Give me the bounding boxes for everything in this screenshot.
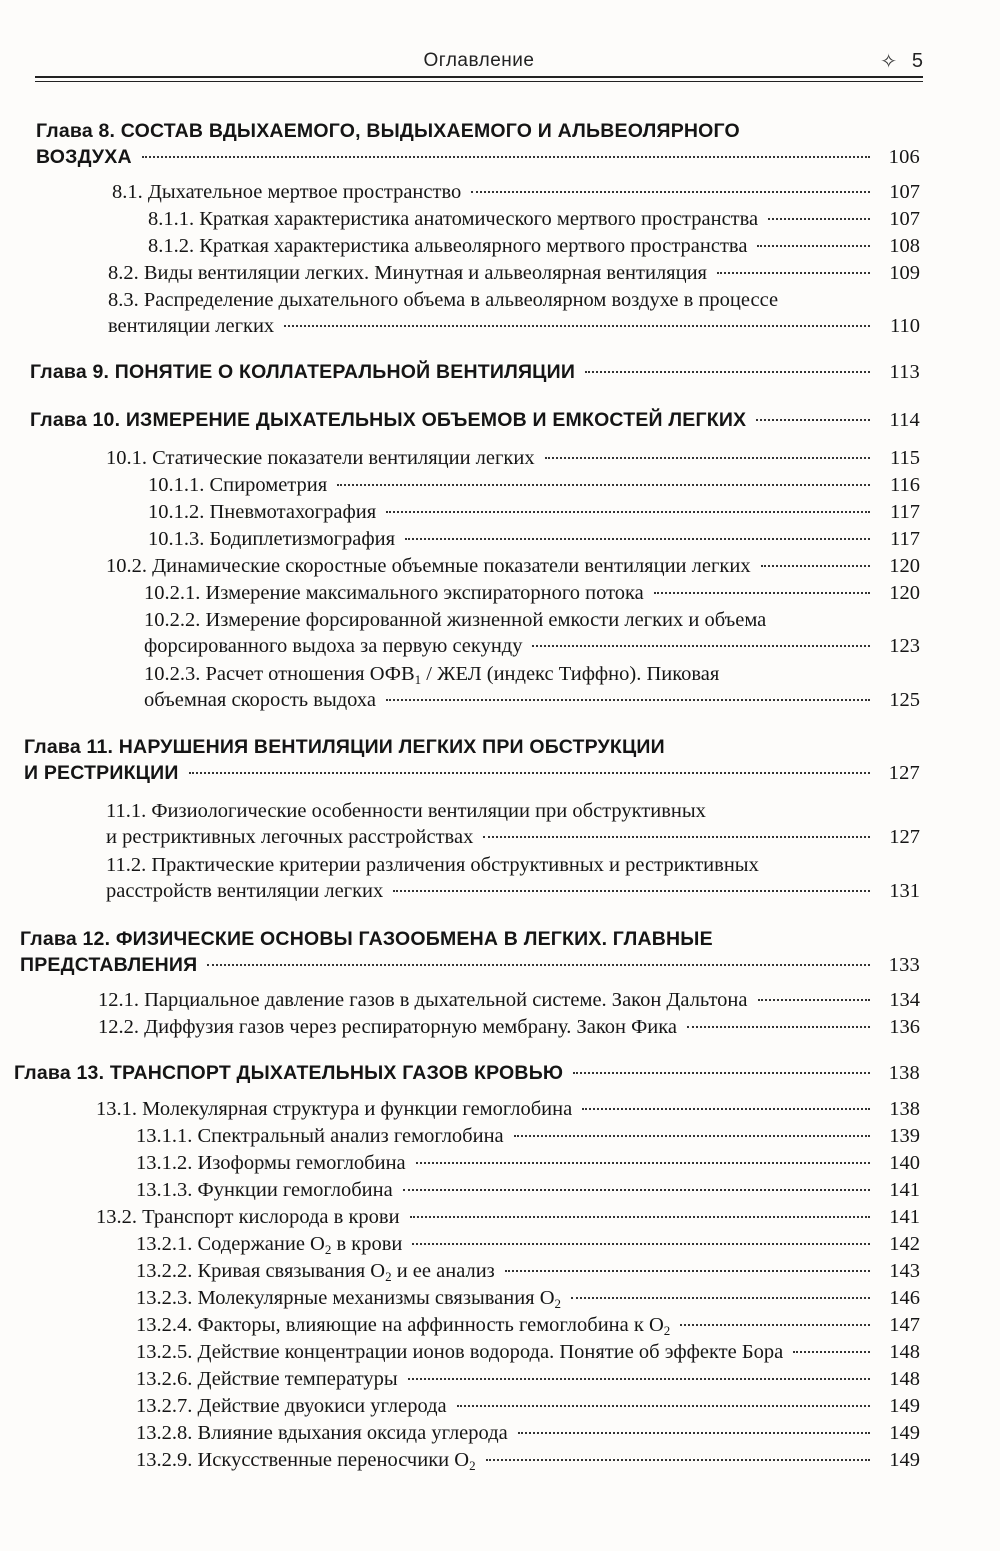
page-ref: 125 (889, 689, 920, 711)
dot-leader (532, 645, 870, 647)
entry-title (136, 1258, 495, 1284)
entry-title-part: / ЖЕЛ (индекс Тиффно). Пиковая (421, 663, 720, 685)
diamond-ornament-icon: ✧ (880, 51, 897, 73)
page-ref: 123 (889, 635, 920, 657)
toc-subsection-entry[interactable] (136, 1150, 920, 1176)
entry-title: 8.2. Виды вентиляции легких. Минутная и альвеолярная вентиляция (108, 262, 707, 284)
toc-subsection-entry[interactable] (136, 1339, 920, 1365)
entry-title: 13.1. Молекулярная структура и функции гемоглобина (96, 1098, 573, 1120)
header-rule-thin (35, 81, 923, 82)
page-ref: 134 (889, 989, 920, 1011)
toc-subsection-entry[interactable] (144, 580, 920, 606)
page-ref: 136 (889, 1016, 920, 1038)
subscript: 2 (663, 1323, 671, 1338)
dot-leader (756, 419, 870, 421)
toc-subsection-entry[interactable] (148, 206, 920, 232)
toc-subsection-entry[interactable] (136, 1420, 920, 1446)
toc-section-entry[interactable] (98, 987, 920, 1013)
toc-section-entry[interactable] (112, 179, 920, 205)
entry-title-line: Глава 8. СОСТАВ ВДЫХАЕМОГО, ВЫДЫХАЕМОГО И АЛЬВЕОЛЯРНОГО (36, 120, 740, 142)
dot-leader (758, 999, 870, 1001)
toc-subsection-entry[interactable] (144, 607, 920, 659)
toc-chapter-entry[interactable] (20, 926, 920, 978)
toc-subsection-entry[interactable] (148, 526, 920, 552)
page-ref: 110 (890, 315, 920, 337)
page-ref: 108 (889, 235, 920, 257)
toc-chapter-entry[interactable] (36, 118, 920, 170)
page-ref: 139 (889, 1125, 920, 1147)
page-ref: 115 (890, 447, 920, 469)
running-header-title: Оглавление (423, 50, 535, 71)
toc-section-entry[interactable] (96, 1096, 920, 1122)
page-ref: 138 (889, 1098, 920, 1120)
entry-title-part: 13.2.1. Содержание O (136, 1233, 325, 1255)
entry-title-continuation: объемная скорость выдоха (144, 689, 376, 711)
dot-leader (761, 565, 870, 567)
dot-leader (471, 191, 870, 193)
entry-title: 10.1.1. Спирометрия (148, 474, 328, 496)
page-ref: 141 (889, 1179, 920, 1201)
dot-leader (416, 1162, 870, 1164)
entry-title-part: 10.2.3. Расчет отношения ОФВ (144, 663, 415, 685)
page-ref: 149 (889, 1449, 920, 1471)
entry-title-part: 13.2.9. Искусственные переносчики O (136, 1449, 470, 1471)
entry-title-line: 11.1. Физиологические особенности вентиляции при обструктивных (106, 800, 706, 822)
dot-leader (768, 218, 870, 220)
entry-title-line: И РЕСТРИКЦИИ (24, 762, 179, 784)
toc-section-entry[interactable] (106, 852, 920, 904)
page-ref: 141 (889, 1206, 920, 1228)
subscript: 2 (554, 1296, 562, 1311)
page-ref: 127 (888, 762, 920, 784)
dot-leader (687, 1026, 870, 1028)
page-ref: 106 (888, 146, 920, 168)
entry-title-part: в крови (331, 1233, 403, 1255)
page-ref: 138 (888, 1062, 920, 1084)
dot-leader (386, 699, 870, 701)
page-ref: 140 (889, 1152, 920, 1174)
entry-title (136, 1231, 402, 1257)
page-ref: 149 (889, 1395, 920, 1417)
page-ref: 117 (890, 528, 920, 550)
dot-leader (505, 1270, 870, 1272)
page-ref: 149 (889, 1422, 920, 1444)
entry-title: 8.1.1. Краткая характеристика анатомического мертвого пространства (148, 208, 759, 230)
toc-subsection-entry[interactable] (148, 499, 920, 525)
entry-title: 10.1.2. Пневмотахография (148, 501, 377, 523)
page-ref: 131 (889, 880, 920, 902)
page-ref: 120 (889, 582, 920, 604)
entry-title-line: и рестриктивных легочных расстройствах (106, 826, 474, 848)
toc-subsection-entry[interactable] (136, 1447, 920, 1473)
entry-title: 13.1.1. Спектральный анализ гемоглобина (136, 1125, 504, 1147)
subscript: 2 (385, 1269, 392, 1284)
page-ref: 148 (889, 1368, 920, 1390)
entry-title-part: 13.2.2. Кривая связывания O (136, 1260, 386, 1282)
page-ref: 147 (889, 1314, 920, 1336)
dot-leader (142, 156, 870, 158)
toc-chapter-entry[interactable] (30, 407, 920, 433)
toc-subsection-entry[interactable] (136, 1177, 920, 1203)
page-ref: 143 (889, 1260, 920, 1282)
entry-title-line: расстройств вентиляции легких (106, 880, 384, 902)
page-number: 5 (911, 50, 923, 72)
dot-leader (337, 484, 870, 486)
entry-title: 12.2. Диффузия газов через респираторную мембрану. Закон Фика (98, 1016, 678, 1038)
entry-title: 10.1.3. Бодиплетизмография (148, 528, 396, 550)
entry-title-line: Глава 12. ФИЗИЧЕСКИЕ ОСНОВЫ ГАЗООБМЕНА В ЛЕГКИХ. ГЛАВНЫЕ (20, 928, 713, 950)
entry-title (136, 1312, 670, 1338)
entry-title: 8.1.2. Краткая характеристика альвеолярного мертвого пространства (148, 235, 748, 257)
dot-leader (654, 592, 870, 594)
entry-title: Глава 10. ИЗМЕРЕНИЕ ДЫХАТЕЛЬНЫХ ОБЪЕМОВ И ЕМКОСТЕЙ ЛЕГКИХ (30, 409, 747, 431)
entry-title: Глава 13. ТРАНСПОРТ ДЫХАТЕЛЬНЫХ ГАЗОВ КРОВЬЮ (14, 1062, 564, 1084)
dot-leader (410, 1216, 870, 1218)
page-ref: 114 (889, 409, 920, 431)
entry-title: 13.2.7. Действие двуокиси углерода (136, 1395, 447, 1417)
page-ref: 107 (889, 181, 920, 203)
dot-leader (545, 457, 870, 459)
toc-subsection-entry[interactable] (136, 1231, 920, 1257)
toc-subsection-entry[interactable] (136, 1285, 920, 1311)
entry-title-line: форсированного выдоха за первую секунду (144, 635, 523, 657)
page-ref: 107 (889, 208, 920, 230)
dot-leader (571, 1297, 870, 1299)
dot-leader (483, 836, 870, 838)
entry-title: 12.1. Парциальное давление газов в дыхательной системе. Закон Дальтона (98, 989, 748, 1011)
dot-leader (582, 1108, 870, 1110)
entry-title: 10.1. Статические показатели вентиляции легких (106, 447, 535, 469)
dot-leader (412, 1243, 870, 1245)
toc-section-entry[interactable] (106, 445, 920, 471)
page-ref: 113 (889, 361, 920, 383)
page-ref: 120 (889, 555, 920, 577)
dot-leader (585, 371, 870, 373)
entry-title: 13.2. Транспорт кислорода в крови (96, 1206, 400, 1228)
dot-leader (486, 1459, 870, 1461)
dot-leader (405, 538, 870, 540)
entry-title-line: Глава 11. НАРУШЕНИЯ ВЕНТИЛЯЦИИ ЛЕГКИХ ПРИ ОБСТРУКЦИИ (24, 736, 665, 758)
toc-section-entry[interactable] (108, 287, 920, 339)
page-ref: 127 (889, 826, 920, 848)
toc-subsection-entry[interactable] (136, 1393, 920, 1419)
subscript: 2 (469, 1458, 476, 1473)
page-ref: 133 (888, 954, 920, 976)
toc-chapter-entry[interactable] (30, 359, 920, 385)
dot-leader (207, 964, 870, 966)
entry-title-line: ПРЕДСТАВЛЕНИЯ (20, 954, 198, 976)
entry-title (144, 661, 920, 687)
toc-subsection-entry[interactable] (136, 1258, 920, 1284)
entry-title: 13.1.3. Функции гемоглобина (136, 1179, 393, 1201)
dot-leader (717, 272, 870, 274)
entry-title: 13.1.2. Изоформы гемоглобина (136, 1152, 406, 1174)
entry-title-line: 8.3. Распределение дыхательного объема в альвеолярном воздухе в процессе (108, 289, 779, 311)
toc-section-entry[interactable] (106, 553, 920, 579)
page-ref: 146 (889, 1287, 920, 1309)
entry-title-line: 10.2.2. Измерение форсированной жизненной емкости легких и объема (144, 609, 767, 631)
page-ref: 116 (890, 474, 920, 496)
entry-title-line: ВОЗДУХА (36, 146, 132, 168)
dot-leader (189, 772, 870, 774)
toc-subsection-entry[interactable] (136, 1123, 920, 1149)
dot-leader (386, 511, 870, 513)
toc-section-entry[interactable] (98, 1014, 920, 1040)
toc-subsection-entry[interactable] (136, 1366, 920, 1392)
toc-subsection-entry[interactable] (136, 1312, 920, 1338)
entry-title (136, 1285, 561, 1311)
entry-title: 13.2.8. Влияние вдыхания оксида углерода (136, 1422, 508, 1444)
subscript: 1 (414, 672, 422, 687)
dot-leader (680, 1324, 870, 1326)
entry-title (136, 1447, 476, 1473)
dot-leader (757, 245, 870, 247)
toc-section-entry[interactable] (108, 260, 920, 286)
dot-leader (518, 1432, 870, 1434)
entry-title-part: 13.2.4. Факторы, влияющие на аффинность гемоглобина к O (136, 1314, 664, 1336)
page-ref: 117 (890, 501, 920, 523)
page-ref: 148 (889, 1341, 920, 1363)
toc-chapter-entry[interactable] (24, 734, 920, 786)
entry-title-part: и ее анализ (391, 1260, 495, 1282)
entry-title: Глава 9. ПОНЯТИЕ О КОЛЛАТЕРАЛЬНОЙ ВЕНТИЛЯЦИИ (30, 361, 576, 383)
entry-title: 13.2.5. Действие концентрации ионов водорода. Понятие об эффекте Бора (136, 1341, 784, 1363)
toc-subsection-entry[interactable] (144, 661, 920, 713)
dot-leader (408, 1378, 870, 1380)
entry-title: 10.2. Динамические скоростные объемные показатели вентиляции легких (106, 555, 751, 577)
running-header (35, 50, 923, 74)
page-ref: 109 (889, 262, 920, 284)
dot-leader (514, 1135, 870, 1137)
entry-title-part: 13.2.3. Молекулярные механизмы связывания O (136, 1287, 555, 1309)
dot-leader (793, 1351, 870, 1353)
entry-title: 10.2.1. Измерение максимального экспираторного потока (144, 582, 644, 604)
page-ref: 142 (889, 1233, 920, 1255)
toc-subsection-entry[interactable] (148, 233, 920, 259)
header-rule (35, 76, 923, 78)
dot-leader (393, 890, 870, 892)
toc-subsection-entry[interactable] (148, 472, 920, 498)
entry-title: 13.2.6. Действие температуры (136, 1368, 398, 1390)
subscript: 2 (324, 1242, 332, 1257)
toc-section-entry[interactable] (106, 798, 920, 850)
entry-title-line: 11.2. Практические критерии различения обструктивных и рестриктивных (106, 854, 759, 876)
dot-leader (284, 325, 870, 327)
dot-leader (403, 1189, 870, 1191)
entry-title-line: вентиляции легких (108, 315, 275, 337)
dot-leader (457, 1405, 870, 1407)
toc-section-entry[interactable] (96, 1204, 920, 1230)
entry-title: 8.1. Дыхательное мертвое пространство (112, 181, 462, 203)
toc-chapter-entry[interactable] (14, 1060, 920, 1086)
dot-leader (573, 1072, 870, 1074)
